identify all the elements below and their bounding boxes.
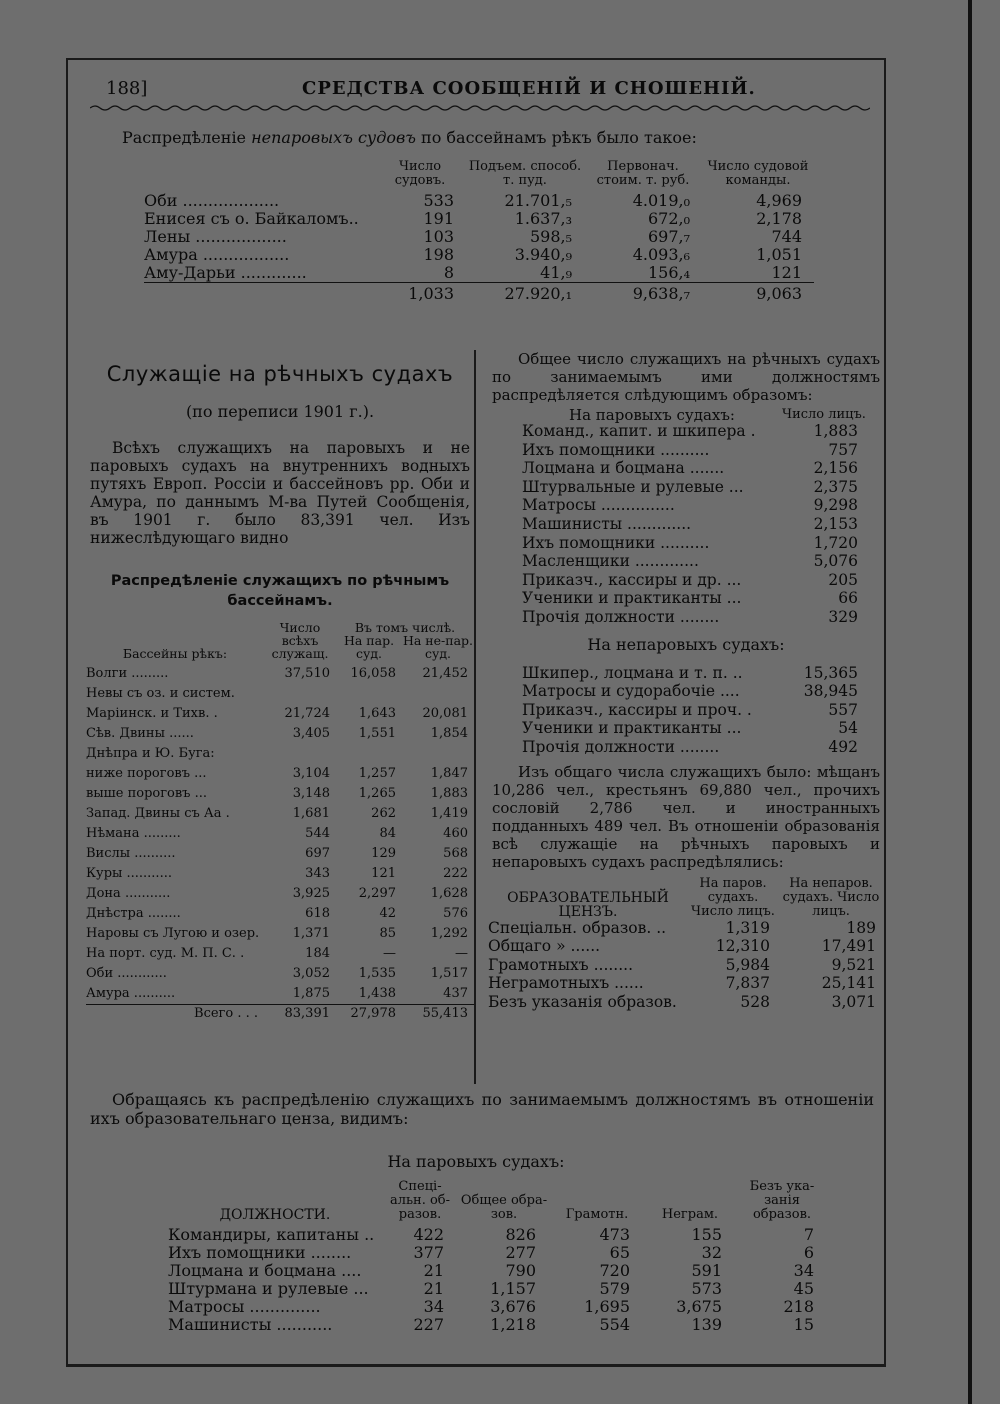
table-row [86, 704, 474, 724]
column-header: На паров. судахъ. Число лицъ. [691, 875, 775, 919]
table-cell: 34 [423, 1297, 444, 1316]
column-header [144, 160, 374, 192]
table-cell: 2,178 [756, 209, 802, 228]
section-subtitle: (по переписи 1901 г.). [185, 402, 375, 421]
table-cell: 3,405 [292, 726, 330, 741]
table-cell: 1,875 [292, 986, 330, 1001]
table-cell: 460 [443, 826, 468, 841]
table-cell: 1,535 [358, 966, 396, 981]
table-cell: 5,076 [813, 552, 858, 571]
table-cell: 544 [305, 826, 330, 841]
row-label: Команд., капит. и шкипера . [522, 422, 756, 440]
table-cell: 618 [305, 906, 330, 921]
table-cell: 1,319 [725, 918, 770, 937]
table-cell: 568 [443, 846, 468, 861]
table-cell: 1,847 [430, 766, 468, 781]
positions-education-table [168, 1180, 828, 1334]
table-cell: 1,551 [358, 726, 396, 741]
row-label: Сѣв. Двины ...... [86, 726, 194, 741]
table-row [168, 1298, 828, 1316]
total-row [86, 1005, 474, 1024]
table-cell: 422 [413, 1225, 444, 1244]
table-cell: 198 [423, 245, 454, 264]
table-cell: 9,638,₇ [584, 283, 702, 304]
scan-edge-line [968, 0, 972, 1404]
table-row [522, 478, 866, 497]
table-cell: 533 [423, 191, 454, 210]
table-row [168, 1262, 828, 1280]
column-header: Число судовъ. [394, 159, 446, 188]
row-label: Прочія должности ........ [522, 607, 720, 626]
table-header-row [168, 1180, 828, 1226]
table-row [522, 589, 866, 608]
table-row [488, 993, 884, 1012]
row-label: Общаго » ...... [488, 937, 601, 956]
table-cell: 65 [609, 1243, 630, 1262]
table-cell: 2,153 [813, 514, 858, 533]
table-cell: 1,883 [430, 786, 468, 801]
intro-text-italic: непаровыхъ судовъ [251, 128, 416, 147]
table-cell: 54 [838, 719, 858, 738]
page-number: 188] [106, 78, 148, 99]
intro-text-before: Распредѣленіе [122, 128, 252, 147]
row-label: Грамотныхъ ........ [488, 955, 634, 974]
table-row [522, 515, 866, 534]
table-cell [336, 744, 402, 764]
row-label: Наровы съ Лугою и озер. [86, 926, 260, 941]
table-cell: 343 [305, 866, 330, 881]
table-cell: 1,051 [756, 245, 802, 264]
page-title: СРЕДСТВА СООБЩЕНІЙ И СНОШЕНІЙ. [302, 78, 756, 99]
row-label: Днѣстра ........ [86, 906, 181, 921]
table-cell: 3,052 [292, 966, 330, 981]
table-cell: 21,452 [422, 666, 468, 681]
table-row [86, 844, 474, 864]
table-cell: 41,₉ [540, 263, 572, 282]
row-label: Приказч., кассиры и др. ... [522, 570, 742, 589]
table-cell: 277 [505, 1243, 536, 1262]
group-header: Въ томъ числѣ. [354, 620, 456, 635]
table-row [488, 974, 884, 993]
row-label: Невы съ оз. и систем. [86, 686, 235, 701]
table-cell: 42 [379, 906, 396, 921]
table-cell: 573 [691, 1279, 722, 1298]
row-label: Лены .................. [144, 227, 287, 246]
table-cell: 15,365 [803, 663, 858, 682]
row-label: Ихъ помощники ........ [168, 1243, 352, 1262]
row-label: Маріинск. и Тихв. . [86, 706, 218, 721]
table-cell: 15 [793, 1315, 814, 1334]
table-cell: 1,419 [430, 806, 468, 821]
row-label: Масленщики ............. [522, 552, 699, 571]
table-row [86, 724, 474, 744]
column-divider [474, 350, 476, 1084]
table-row [522, 571, 866, 590]
table-row [168, 1280, 828, 1298]
table-cell: 377 [413, 1243, 444, 1262]
table-row [144, 264, 814, 283]
right-column [488, 350, 884, 1011]
table-title: Распредѣленіе служащихъ по рѣчнымъ бассейнамъ. [110, 573, 450, 609]
row-label: Приказч., кассиры и проч. . [522, 700, 752, 719]
table-cell: 121 [371, 866, 396, 881]
nonsteam-positions-table [522, 664, 866, 757]
table-cell: 21.701,₅ [504, 191, 572, 210]
row-label: Волги ......... [86, 666, 169, 681]
table-cell: 1,720 [813, 533, 858, 552]
table-cell: 1,643 [358, 706, 396, 721]
table-cell: 16,058 [350, 666, 396, 681]
row-label: Лоцмана и боцмана .... [168, 1261, 362, 1280]
column-header: Грамотн. [565, 1207, 629, 1222]
table-row [168, 1226, 828, 1244]
table-cell: 4.093,₆ [632, 245, 690, 264]
wavy-divider [90, 104, 870, 112]
table-cell: 720 [599, 1261, 630, 1280]
table-cell: 156,₄ [647, 263, 690, 282]
table-cell: 672,₀ [647, 209, 690, 228]
table-row [86, 984, 474, 1005]
table-row [522, 441, 866, 460]
table-row [86, 804, 474, 824]
table-row [86, 784, 474, 804]
table-cell: 32 [701, 1243, 722, 1262]
table-row [522, 664, 866, 683]
table-row [86, 684, 474, 704]
row-label: Днѣпра и Ю. Буга: [86, 746, 215, 761]
table-cell: 528 [740, 992, 770, 1011]
section-title: Служащіе на рѣчныхъ судахъ [106, 362, 454, 386]
table-row [488, 937, 884, 956]
table-row [144, 228, 814, 246]
row-label: Куры ........... [86, 866, 172, 881]
table-cell: 579 [599, 1279, 630, 1298]
table-cell: 139 [691, 1315, 722, 1334]
table-row [86, 924, 474, 944]
row-label: Аму-Дарьи ............. [144, 263, 307, 282]
table-cell: 329 [828, 607, 858, 626]
positions-paragraph: Общее число служащихъ на рѣчныхъ судахъ по занимаемымъ ими должностямъ распредѣляется слѣдующимъ образомъ: [492, 350, 880, 404]
table-cell: 826 [505, 1225, 536, 1244]
table-row [522, 459, 866, 478]
row-label: Всего . . . [86, 1005, 264, 1024]
nonsteam-label: На непаровыхъ судахъ: [587, 634, 785, 654]
table-cell: 1,681 [292, 806, 330, 821]
table-cell: — [383, 946, 396, 961]
table-cell: 2,297 [358, 886, 396, 901]
table-row [168, 1244, 828, 1262]
column-header: Бассейны рѣкъ: [122, 646, 228, 661]
page-header [92, 74, 872, 102]
table-cell: 184 [305, 946, 330, 961]
column-header: ОБРАЗОВАТЕЛЬНЫЙ ЦЕНЗЪ. [507, 889, 669, 920]
table-cell: 1,218 [490, 1315, 536, 1334]
row-label: Ихъ помощники .......... [522, 533, 710, 552]
table-cell: 7,837 [725, 974, 770, 993]
table-cell: — [455, 946, 468, 961]
row-label: Запад. Двины съ Аа . [86, 806, 230, 821]
table-row [522, 422, 866, 441]
row-label: Нѣмана ......... [86, 826, 181, 841]
row-label: Ихъ помощники .......... [522, 440, 710, 459]
left-column [86, 350, 474, 1023]
table-cell: 1,628 [430, 886, 468, 901]
table-cell: 576 [443, 906, 468, 921]
table-cell: 2,375 [813, 477, 858, 496]
column-header: ДОЛЖНОСТИ. [219, 1207, 331, 1223]
table-cell: 27,978 [336, 1005, 402, 1024]
table-row [522, 496, 866, 515]
table-cell: 744 [771, 227, 802, 246]
table-cell: 1,883 [813, 422, 858, 440]
table-row [86, 964, 474, 984]
row-label: Машинисты ........... [168, 1315, 333, 1334]
table-cell: 7 [803, 1225, 814, 1244]
table-cell: 697 [305, 846, 330, 861]
table-cell: 591 [691, 1261, 722, 1280]
table-cell: 554 [599, 1315, 630, 1334]
table-row [522, 552, 866, 571]
row-label: Ученики и практиканты ... [522, 589, 742, 608]
table-cell: 155 [691, 1225, 722, 1244]
table-row [86, 824, 474, 844]
document-page [66, 58, 886, 1367]
table-cell: 85 [379, 926, 396, 941]
intro-text-after: по бассейнамъ рѣкъ было такое: [415, 128, 697, 147]
non-steam-vessels-table [144, 160, 814, 303]
column-header: Число судовой команды. [707, 159, 809, 188]
table-cell: 21 [423, 1261, 444, 1280]
column-header: Спеці-альн. об-разов. [389, 1179, 451, 1222]
row-label: Спеціальн. образов. .. [488, 918, 667, 937]
row-label: Ученики и практиканты ... [522, 719, 742, 738]
column-header: Число всѣхъ служащ. [271, 620, 329, 661]
table-cell: 218 [783, 1297, 814, 1316]
row-label: Вислы .......... [86, 846, 176, 861]
table-cell: 437 [443, 986, 468, 1001]
table-cell: 1,438 [358, 986, 396, 1001]
table-cell: 66 [838, 589, 858, 608]
row-label: На порт. суд. М. П. С. . [86, 946, 245, 961]
row-label: Матросы .............. [168, 1297, 321, 1316]
table-cell: 222 [443, 866, 468, 881]
table-cell: 3,676 [490, 1297, 536, 1316]
column-header: Безъ ука-занія образов. [749, 1179, 815, 1222]
table-cell: 9,521 [831, 955, 876, 974]
table-header-row [144, 160, 814, 192]
table-cell: 34 [793, 1261, 814, 1280]
table-cell: 9,298 [813, 496, 858, 515]
row-label: Штурвальные и рулевые ... [522, 477, 744, 496]
table-cell: 473 [599, 1225, 630, 1244]
table-cell: 1,854 [430, 726, 468, 741]
table-row [488, 919, 884, 938]
row-label: Машинисты ............. [522, 514, 692, 533]
table-cell: 12,310 [715, 937, 770, 956]
row-label: ниже пороговъ ... [86, 766, 207, 781]
table-cell [336, 684, 402, 704]
column-header: Общее обра-зов. [460, 1193, 548, 1222]
table-row [86, 944, 474, 964]
table-row [144, 210, 814, 228]
total-row [144, 283, 814, 304]
table-row [168, 1316, 828, 1334]
table-cell: 3,925 [292, 886, 330, 901]
table-cell [402, 684, 474, 704]
table-cell: 1,257 [358, 766, 396, 781]
column-header: На пар. суд. [343, 633, 395, 661]
table-cell: 191 [423, 209, 454, 228]
column-header: На непаров. судахъ. Число лицъ. [782, 875, 880, 919]
row-label: Оби ............ [86, 966, 167, 981]
row-label: Матросы ............... [522, 496, 675, 515]
row-label: Лоцмана и боцмана ....... [522, 459, 725, 478]
column-header: Число лицъ. [782, 407, 866, 422]
table-header-row [488, 877, 884, 919]
table-cell: 3,071 [831, 992, 876, 1011]
table-cell: 25,141 [821, 974, 876, 993]
table-cell: 8 [443, 263, 454, 282]
row-label: Дона ........... [86, 886, 171, 901]
table-row [522, 738, 866, 757]
bottom-subtitle: На паровыхъ судахъ: [387, 1152, 565, 1171]
table-cell: 205 [828, 570, 858, 589]
table-row [522, 534, 866, 553]
table-row [86, 764, 474, 784]
table-cell: 103 [423, 227, 454, 246]
table-cell: 598,₅ [529, 227, 572, 246]
table-cell: 1,292 [430, 926, 468, 941]
table-cell: 557 [828, 700, 858, 719]
table-cell: 5,984 [725, 955, 770, 974]
table-row [86, 664, 474, 684]
table-cell: 17,491 [821, 937, 876, 956]
table-cell: 9,063 [702, 283, 814, 304]
table-cell: 20,081 [422, 706, 468, 721]
table-cell: 1,265 [358, 786, 396, 801]
table-cell: 83,391 [264, 1005, 336, 1024]
table-cell: 21,724 [284, 706, 330, 721]
table-cell: 121 [771, 263, 802, 282]
table-cell: 3.940,₉ [514, 245, 572, 264]
table-cell: 2,156 [813, 459, 858, 478]
intro-line [122, 128, 697, 147]
table-row [86, 884, 474, 904]
table-cell: 1,033 [374, 283, 466, 304]
row-label: Штурмана и рулевые ... [168, 1279, 369, 1298]
table-cell: 55,413 [402, 1005, 474, 1024]
table-cell: 3,675 [676, 1297, 722, 1316]
table-cell: 38,945 [803, 682, 858, 701]
table-cell: 1,371 [292, 926, 330, 941]
row-label: Оби ................... [144, 191, 280, 210]
row-label [144, 283, 374, 304]
column-header: Подъем. способ. т. пуд. [468, 159, 582, 188]
table-cell: 45 [793, 1279, 814, 1298]
row-label: Амура .......... [86, 986, 176, 1001]
table-cell: 1,517 [430, 966, 468, 981]
table-row [144, 192, 814, 210]
table-cell: 1,695 [584, 1297, 630, 1316]
column-header: Первонач. стоим. т. руб. [596, 159, 690, 188]
table-cell: 227 [413, 1315, 444, 1334]
table-cell: 189 [846, 918, 876, 937]
table-cell: 4.019,₀ [632, 191, 690, 210]
table-cell: 21 [423, 1279, 444, 1298]
basins-table [86, 621, 474, 1023]
table-row [522, 608, 866, 627]
table-header-row [522, 408, 866, 422]
table-cell: 4,969 [756, 191, 802, 210]
table-cell: 1,157 [490, 1279, 536, 1298]
table-row [86, 904, 474, 924]
table-cell [264, 684, 336, 704]
row-label: Амура ................. [144, 245, 290, 264]
table-cell: 3,148 [292, 786, 330, 801]
table-cell: 697,₇ [647, 227, 690, 246]
section-paragraph: Всѣхъ служащихъ на паровыхъ и не паровыхъ судахъ на внутреннихъ водныхъ путяхъ Европ. Россіи и бассейновъ рр. Оби и Амура, по даннымъ М-ва Путей Сообщенія, въ 1901 г. было 83,391 чел. Изъ нижеслѣдующаго видно [90, 439, 470, 547]
row-label: Енисея съ о. Байкаломъ.. [144, 209, 359, 228]
row-label: Безъ указанія образов. [488, 992, 677, 1011]
row-label: Прочія должности ........ [522, 737, 720, 756]
column-header: Неграм. [661, 1207, 719, 1222]
bottom-paragraph: Обращаясь къ распредѣленію служащихъ по занимаемымъ должностямъ въ отношеніи ихъ образовательнаго ценза, видимъ: [90, 1090, 874, 1128]
table-row [488, 956, 884, 975]
column-header: На не-пар. суд. [402, 633, 474, 661]
row-label: Матросы и судорабочіе .... [522, 682, 740, 701]
table-row [522, 682, 866, 701]
steam-positions-table [522, 408, 866, 627]
table-cell: 1.637,₃ [514, 209, 572, 228]
table-row [86, 864, 474, 884]
table-row [522, 719, 866, 738]
table-cell: 37,510 [284, 666, 330, 681]
table-cell: 757 [828, 440, 858, 459]
table-cell [264, 744, 336, 764]
education-table [488, 877, 884, 1012]
table-cell: 3,104 [292, 766, 330, 781]
table-row [86, 744, 474, 764]
row-label: выше пороговъ ... [86, 786, 207, 801]
table-cell: 6 [803, 1243, 814, 1262]
table-cell: 790 [505, 1261, 536, 1280]
table-row [522, 701, 866, 720]
table-cell: 84 [379, 826, 396, 841]
table-row [144, 246, 814, 264]
row-label: Неграмотныхъ ...... [488, 974, 644, 993]
table-cell: 129 [371, 846, 396, 861]
row-label: Командиры, капитаны .. [168, 1225, 375, 1244]
table-cell: 492 [828, 737, 858, 756]
table-cell: 27.920,₁ [466, 283, 584, 304]
table-cell [402, 744, 474, 764]
steam-label: На паровыхъ судахъ: [569, 406, 735, 424]
row-label: Шкипер., лоцмана и т. п. .. [522, 663, 743, 682]
table-cell: 262 [371, 806, 396, 821]
education-paragraph: Изъ общаго числа служащихъ было: мѣщанъ 10,286 чел., крестьянъ 69,880 чел., прочихъ сословій 2,786 чел. и иностранныхъ подданныхъ 489 чел. Въ отношеніи образованія всѣ служащіе на рѣчныхъ паровыхъ и непаровыхъ судахъ распредѣлялись: [492, 762, 880, 871]
